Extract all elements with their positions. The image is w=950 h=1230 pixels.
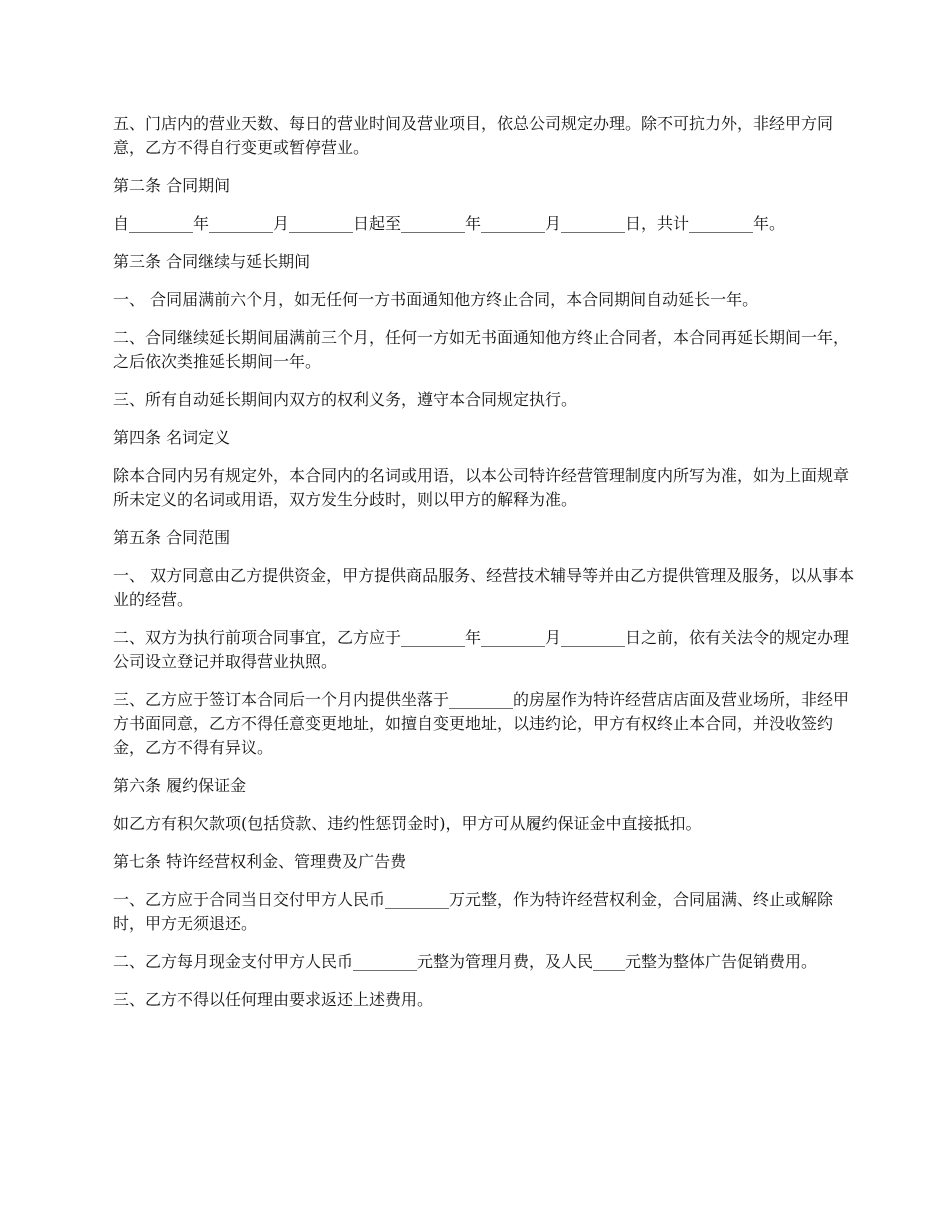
clause-definitions: 除本合同内另有规定外，本合同内的名词或用语，以本公司特许经营管理制度内所写为准，如为上面规章所未定义的名词或用语，双方发生分歧时，则以甲方的解释为准。 [113, 466, 850, 509]
clause-management-fee: 二、乙方每月现金支付甲方人民币________元整为管理月费，及人民____元整为整体广告促销费用。 [113, 952, 818, 971]
clause-scope-funding: 一、 双方同意由乙方提供资金，甲方提供商品服务、经营技术辅导等并由乙方提供管理及服务，以从事本业的经营。 [113, 566, 855, 609]
clause-no-refund: 三、乙方不得以任何理由要求返还上述费用。 [113, 990, 434, 1009]
clause-scope-registration: 二、双方为执行前项合同事宜，乙方应于________年________月________日之前，依有关法令的规定办理公司设立登记并取得营业执照。 [113, 628, 850, 671]
clause-scope-premises: 三、乙方应于签订本合同后一个月内提供坐落于________的房屋作为特许经营店店面及营业场所，非经甲方书面同意，乙方不得任意变更地址，如擅自变更地址，以违约论，甲方有权终止本合同，并没收签约金，乙方不得有异议。 [113, 690, 850, 757]
clause-deposit: 如乙方有积欠款项(包括贷款、违约性惩罚金时)，甲方可从履约保证金中直接抵扣。 [113, 814, 702, 833]
heading-article-7: 第七条 特许经营权利金、管理费及广告费 [113, 852, 407, 871]
clause-extension-renewal: 二、合同继续延长期间届满前三个月，任何一方如无书面通知他方终止合同者，本合同再延长期间一年，之后依次类推延长期间一年。 [113, 328, 850, 371]
heading-article-3: 第三条 合同继续与延长期间 [113, 252, 311, 271]
heading-article-4: 第四条 名词定义 [113, 428, 231, 447]
document-page [113, 112, 858, 1026]
heading-article-2: 第二条 合同期间 [113, 176, 231, 195]
clause-extension-obligations: 三、所有自动延长期间内双方的权利义务，遵守本合同规定执行。 [113, 390, 578, 409]
contract-period-dates: 自________年________月________日起至________年________月________日，共计________年。 [113, 214, 786, 233]
clause-store-operation: 五、门店内的营业天数、每日的营业时间及营业项目，依总公司规定办理。除不可抗力外，非经甲方同意，乙方不得自行变更或暂停营业。 [113, 114, 834, 157]
heading-article-6: 第六条 履约保证金 [113, 776, 247, 795]
heading-article-5: 第五条 合同范围 [113, 528, 231, 547]
clause-franchise-fee: 一、乙方应于合同当日交付甲方人民币________万元整，作为特许经营权利金，合同届满、终止或解除时，甲方无须退还。 [113, 890, 834, 933]
clause-auto-extension: 一、 合同届满前六个月，如无任何一方书面通知他方终止合同，本合同期间自动延长一年。 [113, 290, 759, 309]
